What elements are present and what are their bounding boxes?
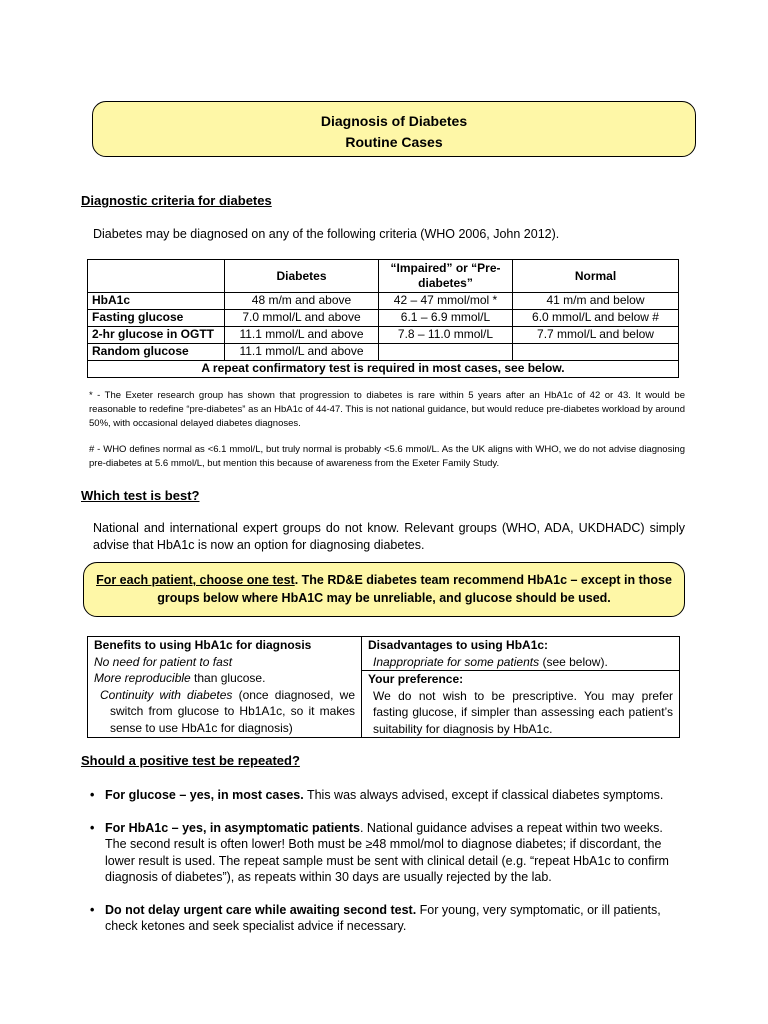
table-cell: 7.7 mmol/L and below [513,327,679,344]
benefit-item-text: (once diagnosed, we switch from glucose to Hb1A1c, so it makes sense to use HbA1c for diagnosis) [110,687,356,735]
benefit-item-emphasis: Continuity with diabetes [100,687,233,702]
recommendation-emphasis: For each patient, choose one test [96,573,295,587]
section-heading-repeat: Should a positive test be repeated? [81,753,300,768]
table-cell: 6.1 – 6.9 mmol/L [379,310,513,327]
bullet-emphasis: For HbA1c – yes, in asymptomatic patients [105,820,360,835]
benefit-item: No need for patient to fast [94,654,233,669]
benefits-disadvantages-table [87,636,680,738]
table-header-cell: Normal [513,260,679,293]
preference-text: We do not wish to be prescriptive. You may prefer fasting glucose, if simpler than assessing each patient’s suitability for diagnosis by HbA1c. [373,688,673,736]
disadvantage-item-text: (see below). [539,654,608,669]
recommendation-box [83,562,685,617]
table-cell: 7.8 – 11.0 mmol/L [379,327,513,344]
bullet-text: For young, very symptomatic, or ill patients, check ketones and seek specialist advice if necessary. [105,902,661,933]
footnote-star: * - The Exeter research group has shown that progression to diabetes is rare within 5 years after an HbA1c of 42 or 43. It would be reasonable to redefine “pre-diabetes” as an HbA1c of 44-47. This is not national guidance, but would reduce pre-diabetes workload by around 50%, with occasional delayed diabetes diagnoses. [89,390,685,429]
table-cell [379,344,513,361]
benefits-heading: Benefits to using HbA1c for diagnosis [94,638,312,652]
disadvantages-heading: Disadvantages to using HbA1c: [368,638,549,652]
table-footer: A repeat confirmatory test is required in most cases, see below. [88,361,679,378]
disadvantage-item [368,654,673,671]
footnote-hash: # - WHO defines normal as <6.1 mmol/L, but truly normal is probably <5.6 mmol/L. As the UK aligns with WHO, we do not advise diagnosing pre-diabetes at 5.6 mmol/L, but mention this because of awareness from the Exeter Family Study. [89,444,685,469]
preference-heading: Your preference: [368,672,464,686]
table-row [88,327,679,344]
table-header-cell: “Impaired” or “Pre-diabetes” [379,260,513,293]
table-cell: Random glucose [88,344,225,361]
bullet-emphasis: Do not delay urgent care while awaiting second test. [105,902,417,917]
table-row [88,344,679,361]
table-cell: 7.0 mmol/L and above [225,310,379,327]
table-footer-row [88,361,679,378]
benefit-item-emphasis: More reproducible [94,671,191,685]
table-cell: HbA1c [88,293,225,310]
table-cell: 42 – 47 mmol/mol * [379,293,513,310]
preference-cell [362,671,680,738]
section-heading-criteria: Diagnostic criteria for diabetes [81,193,272,208]
title-box [92,101,696,157]
benefit-item-text: than glucose. [190,671,266,685]
bullet-emphasis: For glucose – yes, in most cases. [105,788,304,802]
table-row [88,310,679,327]
disadvantage-item-emphasis: Inappropriate for some patients [373,654,540,669]
table-cell [513,344,679,361]
table-cell: 6.0 mmol/L and below # [513,310,679,327]
page-subtitle: Routine Cases [345,134,443,150]
table-cell: 11.1 mmol/L and above [225,344,379,361]
disadvantages-cell [362,637,680,671]
bullet-text: This was always advised, except if classical diabetes symptoms. [303,788,664,802]
bullet-text: . National guidance advises a repeat within two weeks. The second result is often lower! Both must be ≥48 mmol/mol to diagnose diabetes; if discordant, the lower result is used. The repeat sample must be sent with clinical detail (e.g. “repeat HbA1c to confirm diagnosis of diabetes”), as repeats within 30 days are usually rejected by the lab. [105,820,669,884]
list-item [81,820,686,886]
table-header-cell [88,260,225,293]
table-cell: 48 m/m and above [225,293,379,310]
table-header-row [88,260,679,293]
repeat-bullet-list [81,787,686,935]
list-item [81,787,686,804]
table-cell: 41 m/m and below [513,293,679,310]
criteria-table [87,259,679,378]
benefit-item [94,687,355,737]
list-item [81,902,686,935]
section-heading-which-test: Which test is best? [81,488,200,503]
table-row [88,293,679,310]
table-cell: 11.1 mmol/L and above [225,327,379,344]
recommendation-text: . The RD&E diabetes team recommend HbA1c – except in those groups below where HbA1C may be unreliable, and glucose should be used. [157,573,672,605]
which-test-intro: National and international expert groups do not know. Relevant groups (WHO, ADA, UKDHADC) simply advise that HbA1c is now an option for diagnosing diabetes. [93,521,685,552]
criteria-intro: Diabetes may be diagnosed on any of the following criteria (WHO 2006, John 2012). [93,227,560,241]
table-cell: Fasting glucose [88,310,225,327]
page-title: Diagnosis of Diabetes [320,113,468,129]
table-header-cell: Diabetes [225,260,379,293]
benefits-cell [88,637,362,738]
table-cell: 2-hr glucose in OGTT [88,327,225,344]
benefit-item [94,670,355,687]
